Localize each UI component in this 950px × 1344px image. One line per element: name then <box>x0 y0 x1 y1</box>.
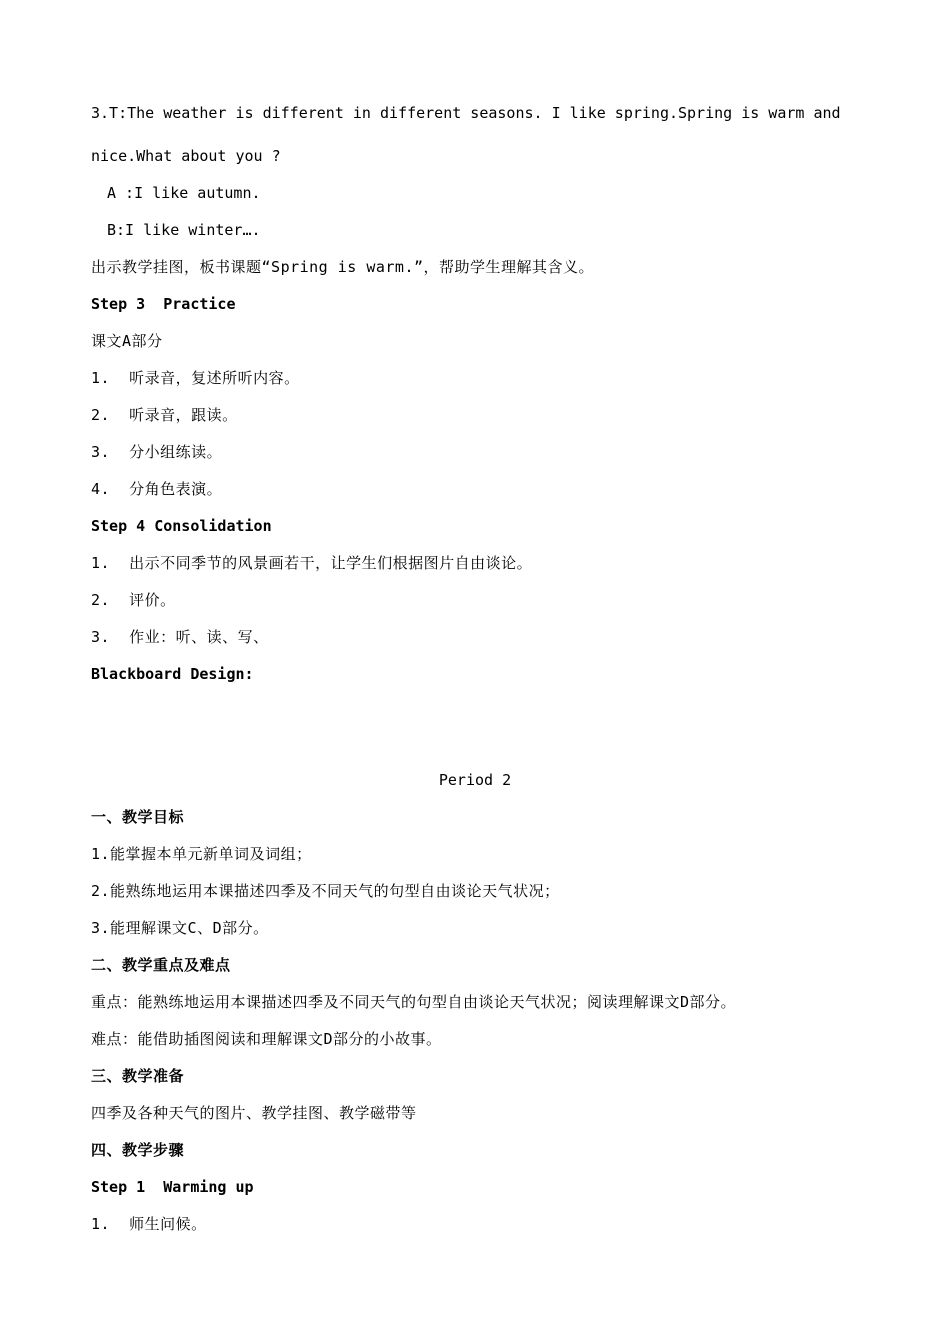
list-item: 1. 出示不同季节的风景画若干，让学生们根据图片自由谈论。 <box>91 554 533 572</box>
list-item: 3. 作业：听、读、写、 <box>91 628 269 646</box>
list-item: 1. 师生问候。 <box>91 1215 207 1233</box>
difficult-points-paragraph: 难点：能借助插图阅读和理解课文D部分的小故事。 <box>91 1030 442 1048</box>
key-points-paragraph: 重点：能熟练地运用本课描述四季及不同天气的句型自由谈论天气状况；阅读理解课文D部分。 <box>91 993 737 1011</box>
section-heading: 一、教学目标 <box>91 808 185 826</box>
step-1-heading: Step 1 Warming up <box>91 1178 254 1196</box>
dialogue-a-line: A :I like autumn. <box>107 184 261 202</box>
section-heading: 四、教学步骤 <box>91 1141 185 1159</box>
materials-paragraph: 四季及各种天气的图片、教学挂图、教学磁带等 <box>91 1104 417 1122</box>
step-3-heading: Step 3 Practice <box>91 295 236 313</box>
section-heading: 二、教学重点及难点 <box>91 956 231 974</box>
list-item: 3. 分小组练读。 <box>91 443 223 461</box>
step-4-heading: Step 4 Consolidation <box>91 517 272 535</box>
list-item: 1. 听录音，复述所听内容。 <box>91 369 300 387</box>
list-item: 4. 分角色表演。 <box>91 480 223 498</box>
period-title: Period 2 <box>438 771 512 789</box>
list-item: 2.能熟练地运用本课描述四季及不同天气的句型自由谈论天气状况； <box>91 882 560 900</box>
section-heading: 三、教学准备 <box>91 1067 185 1085</box>
list-item: 2. 听录音，跟读。 <box>91 406 238 424</box>
list-item: 2. 评价。 <box>91 591 176 609</box>
dialogue-teacher-line-cont: nice.What about you ? <box>91 147 281 165</box>
list-item: 3.能理解课文C、D部分。 <box>91 919 269 937</box>
dialogue-b-line: B:I like winter…. <box>107 221 261 239</box>
dialogue-teacher-line: 3.T:The weather is different in different seasons. I like spring.Spring is warm and <box>91 104 841 122</box>
blackboard-design-heading: Blackboard Design: <box>91 665 254 683</box>
instruction-paragraph: 出示教学挂图，板书课题“Spring is warm.”，帮助学生理解其含义。 <box>91 258 595 276</box>
list-item: 1.能掌握本单元新单词及词组； <box>91 845 312 863</box>
section-label: 课文A部分 <box>91 332 163 350</box>
